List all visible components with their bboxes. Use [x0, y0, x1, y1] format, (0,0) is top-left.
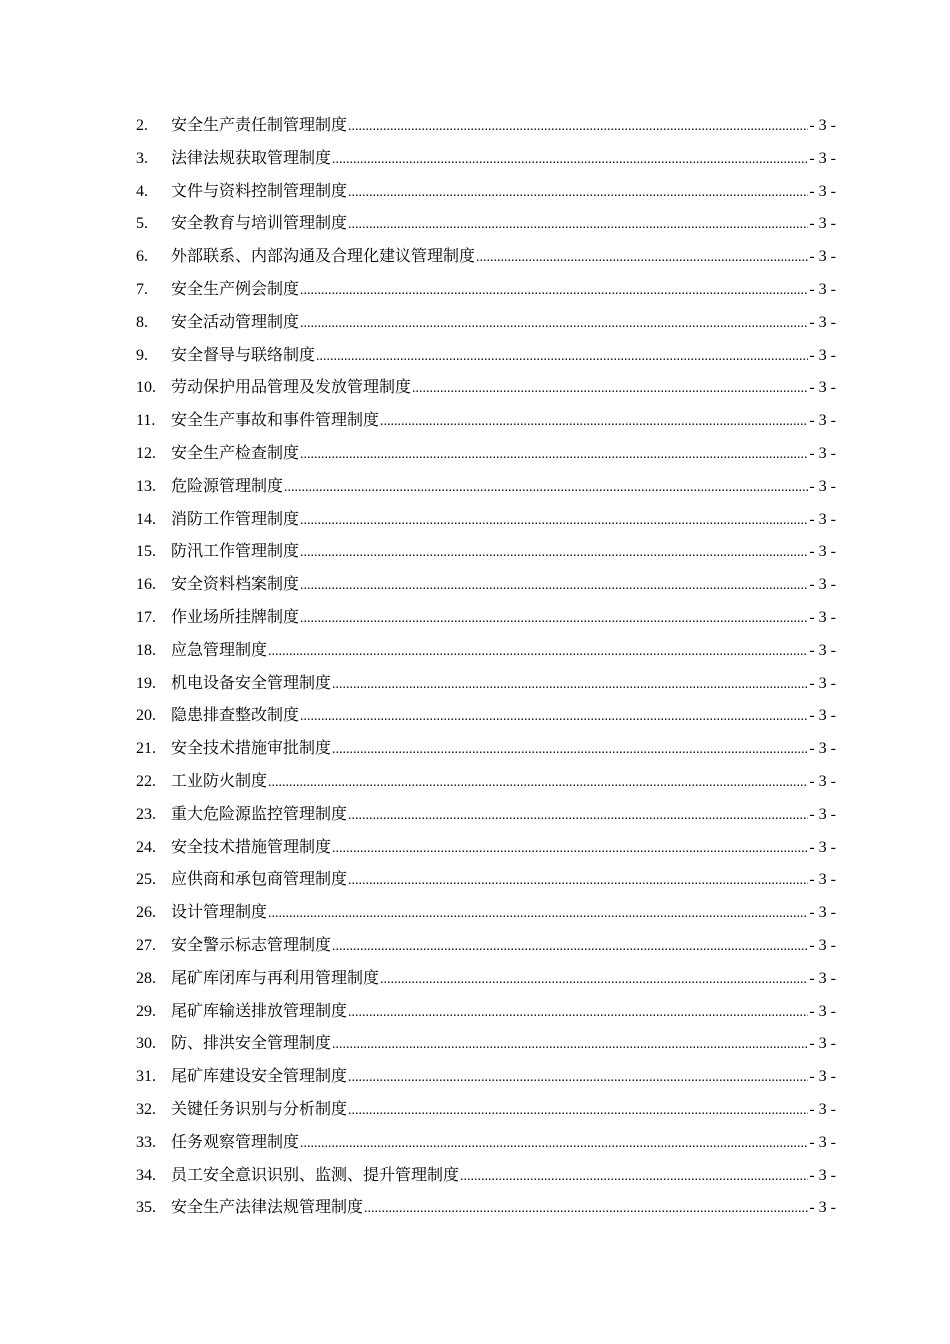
toc-dot-leader	[268, 767, 808, 800]
toc-entry-page-number: - 3 -	[809, 936, 836, 954]
toc-entry-title: 应供商和承包商管理制度	[171, 869, 348, 889]
toc-dot-leader	[348, 997, 808, 1030]
toc-entry-title: 安全技术措施管理制度	[171, 836, 332, 856]
toc-entry[interactable]	[136, 863, 836, 896]
toc-entry-number: 31.	[136, 1068, 156, 1086]
toc-dot-leader	[348, 800, 808, 833]
toc-dot-leader	[300, 1128, 808, 1161]
toc-entry-page-number: - 3 -	[809, 805, 836, 823]
toc-entry-title: 作业场所挂牌制度	[171, 606, 300, 626]
toc-entry-number: 7.	[136, 280, 148, 298]
toc-entry[interactable]	[136, 1191, 836, 1224]
toc-entry-title: 防汛工作管理制度	[171, 541, 300, 561]
toc-entry[interactable]	[136, 831, 836, 864]
toc-dot-leader	[348, 865, 808, 898]
toc-entry-page-number: - 3 -	[809, 740, 836, 758]
toc-entry[interactable]	[136, 634, 836, 667]
toc-dot-leader	[364, 1193, 808, 1226]
toc-entry-number: 3.	[136, 149, 148, 167]
toc-entry-page-number: - 3 -	[809, 280, 836, 298]
toc-entry-page-number: - 3 -	[809, 674, 836, 692]
toc-entry-title: 机电设备安全管理制度	[171, 672, 332, 692]
toc-entry-title: 防、排洪安全管理制度	[171, 1033, 332, 1053]
toc-entry[interactable]	[136, 273, 836, 306]
toc-entry[interactable]	[136, 371, 836, 404]
toc-dot-leader	[332, 931, 808, 964]
toc-dot-leader	[316, 341, 808, 374]
toc-entry-number: 27.	[136, 936, 156, 954]
toc-entry-page-number: - 3 -	[809, 543, 836, 561]
toc-entry-number: 18.	[136, 641, 156, 659]
toc-dot-leader	[332, 669, 808, 702]
toc-entry-number: 11.	[136, 412, 156, 430]
toc-entry-number: 22.	[136, 772, 156, 790]
toc-entry-page-number: - 3 -	[809, 904, 836, 922]
toc-entry-page-number: - 3 -	[809, 1199, 836, 1217]
toc-entry-title: 员工安全意识识别、监测、提升管理制度	[171, 1164, 460, 1184]
toc-entry-page-number: - 3 -	[809, 772, 836, 790]
toc-entry-number: 30.	[136, 1035, 156, 1053]
toc-entry-title: 安全生产检查制度	[171, 442, 300, 462]
toc-entry-number: 6.	[136, 248, 148, 266]
toc-entry[interactable]	[136, 535, 836, 568]
toc-entry-number: 16.	[136, 576, 156, 594]
toc-dot-leader	[476, 242, 808, 275]
toc-dot-leader	[268, 898, 808, 931]
toc-dot-leader	[300, 275, 808, 308]
toc-entry[interactable]	[136, 142, 836, 175]
toc-dot-leader	[300, 701, 808, 734]
toc-entry[interactable]	[136, 404, 836, 437]
toc-entry-number: 17.	[136, 608, 156, 626]
toc-entry-title: 消防工作管理制度	[171, 508, 300, 528]
toc-entry-title: 安全技术措施审批制度	[171, 738, 332, 758]
toc-entry-title: 安全生产例会制度	[171, 278, 300, 298]
toc-dot-leader	[348, 177, 808, 210]
toc-dot-leader	[300, 505, 808, 538]
toc-entry-number: 26.	[136, 904, 156, 922]
toc-entry-page-number: - 3 -	[809, 1133, 836, 1151]
toc-entry-number: 28.	[136, 969, 156, 987]
toc-entry-number: 5.	[136, 215, 148, 233]
toc-entry-title: 设计管理制度	[171, 902, 268, 922]
toc-entry-page-number: - 3 -	[809, 871, 836, 889]
toc-entry-number: 4.	[136, 182, 148, 200]
toc-entry[interactable]	[136, 437, 836, 470]
toc-entry-number: 32.	[136, 1100, 156, 1118]
toc-entry[interactable]	[136, 995, 836, 1028]
toc-entry-title: 重大危险源监控管理制度	[171, 803, 348, 823]
toc-dot-leader	[348, 1062, 808, 1095]
toc-entry-page-number: - 3 -	[809, 707, 836, 725]
toc-entry-page-number: - 3 -	[809, 1002, 836, 1020]
toc-entry-title: 文件与资料控制管理制度	[171, 180, 348, 200]
toc-entry-page-number: - 3 -	[809, 149, 836, 167]
toc-entry-title: 安全活动管理制度	[171, 311, 300, 331]
toc-entry[interactable]	[136, 732, 836, 765]
toc-entry[interactable]	[136, 207, 836, 240]
toc-entry-page-number: - 3 -	[809, 117, 836, 134]
toc-entry-page-number: - 3 -	[809, 412, 836, 430]
toc-dot-leader	[348, 111, 808, 144]
toc-entry-title: 劳动保护用品管理及发放管理制度	[171, 377, 412, 397]
toc-entry-number: 33.	[136, 1133, 156, 1151]
toc-dot-leader	[300, 537, 808, 570]
toc-dot-leader	[460, 1161, 808, 1194]
toc-entry[interactable]	[136, 929, 836, 962]
toc-entry-number: 21.	[136, 740, 156, 758]
toc-entry[interactable]	[136, 798, 836, 831]
toc-entry[interactable]	[136, 339, 836, 372]
toc-entry-number: 8.	[136, 313, 148, 331]
toc-entry[interactable]	[136, 1126, 836, 1159]
toc-entry[interactable]	[136, 175, 836, 208]
toc-entry-number: 14.	[136, 510, 156, 528]
toc-entry-title: 安全警示标志管理制度	[171, 934, 332, 954]
toc-entry-title: 危险源管理制度	[171, 475, 284, 495]
toc-entry-number: 12.	[136, 444, 156, 462]
toc-entry-number: 19.	[136, 674, 156, 692]
toc-entry-page-number: - 3 -	[809, 1068, 836, 1086]
toc-entry-title: 尾矿库建设安全管理制度	[171, 1066, 348, 1086]
toc-entry-title: 隐患排查整改制度	[171, 705, 300, 725]
toc-entry[interactable]	[136, 896, 836, 929]
toc-entry-page-number: - 3 -	[809, 608, 836, 626]
toc-dot-leader	[300, 439, 808, 472]
toc-entry-number: 20.	[136, 707, 156, 725]
toc-entry[interactable]	[136, 568, 836, 601]
toc-entry[interactable]	[136, 109, 836, 142]
toc-entry-title: 尾矿库闭库与再利用管理制度	[171, 967, 380, 987]
toc-entry-page-number: - 3 -	[809, 510, 836, 528]
toc-entry-page-number: - 3 -	[809, 379, 836, 397]
toc-entry-page-number: - 3 -	[809, 215, 836, 233]
toc-entry-page-number: - 3 -	[809, 477, 836, 495]
toc-entry-number: 34.	[136, 1166, 156, 1184]
toc-dot-leader	[332, 734, 808, 767]
toc-dot-leader	[300, 308, 808, 341]
toc-entry-page-number: - 3 -	[809, 1100, 836, 1118]
toc-entry[interactable]	[136, 470, 836, 503]
toc-dot-leader	[348, 1095, 808, 1128]
toc-entry-number: 35.	[136, 1199, 156, 1217]
toc-entry-page-number: - 3 -	[809, 313, 836, 331]
toc-entry[interactable]	[136, 962, 836, 995]
toc-entry[interactable]	[136, 699, 836, 732]
toc-entry-title: 应急管理制度	[171, 639, 268, 659]
toc-entry[interactable]	[136, 1027, 836, 1060]
toc-dot-leader	[268, 636, 808, 669]
toc-entry-number: 15.	[136, 543, 156, 561]
toc-entry-number: 25.	[136, 871, 156, 889]
toc-dot-leader	[300, 603, 808, 636]
toc-entry-number: 24.	[136, 838, 156, 856]
toc-entry-title: 安全生产事故和事件管理制度	[171, 410, 380, 430]
toc-entry-title: 任务观察管理制度	[171, 1131, 300, 1151]
toc-dot-leader	[300, 570, 808, 603]
table-of-contents	[136, 109, 836, 1224]
toc-entry-title: 安全教育与培训管理制度	[171, 213, 348, 233]
toc-dot-leader	[332, 1029, 808, 1062]
toc-entry[interactable]	[136, 240, 836, 273]
toc-entry-number: 9.	[136, 346, 148, 364]
toc-dot-leader	[284, 472, 808, 505]
toc-dot-leader	[332, 833, 808, 866]
toc-entry-title: 安全生产责任制管理制度	[171, 115, 348, 134]
toc-entry-title: 工业防火制度	[171, 770, 268, 790]
toc-entry-title: 尾矿库输送排放管理制度	[171, 1000, 348, 1020]
toc-dot-leader	[332, 144, 808, 177]
toc-entry-page-number: - 3 -	[809, 346, 836, 364]
toc-entry-page-number: - 3 -	[809, 1166, 836, 1184]
toc-entry-page-number: - 3 -	[809, 576, 836, 594]
toc-entry-page-number: - 3 -	[809, 641, 836, 659]
toc-entry[interactable]	[136, 765, 836, 798]
toc-entry[interactable]	[136, 667, 836, 700]
toc-entry-page-number: - 3 -	[809, 838, 836, 856]
toc-entry-number: 23.	[136, 805, 156, 823]
toc-entry[interactable]	[136, 1159, 836, 1192]
toc-entry-page-number: - 3 -	[809, 1035, 836, 1053]
toc-entry-title: 外部联系、内部沟通及合理化建议管理制度	[171, 246, 476, 266]
toc-dot-leader	[348, 209, 808, 242]
toc-entry-page-number: - 3 -	[809, 969, 836, 987]
toc-entry-title: 安全生产法律法规管理制度	[171, 1197, 364, 1217]
toc-entry-page-number: - 3 -	[809, 182, 836, 200]
toc-entry[interactable]	[136, 1060, 836, 1093]
toc-entry[interactable]	[136, 601, 836, 634]
toc-entry-title: 安全督导与联络制度	[171, 344, 316, 364]
toc-entry-page-number: - 3 -	[809, 444, 836, 462]
toc-entry[interactable]	[136, 503, 836, 536]
toc-entry-title: 关键任务识别与分析制度	[171, 1098, 348, 1118]
toc-dot-leader	[412, 373, 808, 406]
toc-entry-number: 29.	[136, 1002, 156, 1020]
toc-entry-title: 安全资料档案制度	[171, 574, 300, 594]
toc-entry-title: 法律法规获取管理制度	[171, 147, 332, 167]
toc-entry-number: 13.	[136, 477, 156, 495]
toc-dot-leader	[380, 964, 808, 997]
toc-entry-number: 10.	[136, 379, 156, 397]
toc-entry[interactable]	[136, 1093, 836, 1126]
toc-entry-page-number: - 3 -	[809, 248, 836, 266]
toc-entry[interactable]	[136, 306, 836, 339]
toc-dot-leader	[380, 406, 808, 439]
toc-entry-number: 2.	[136, 117, 148, 134]
